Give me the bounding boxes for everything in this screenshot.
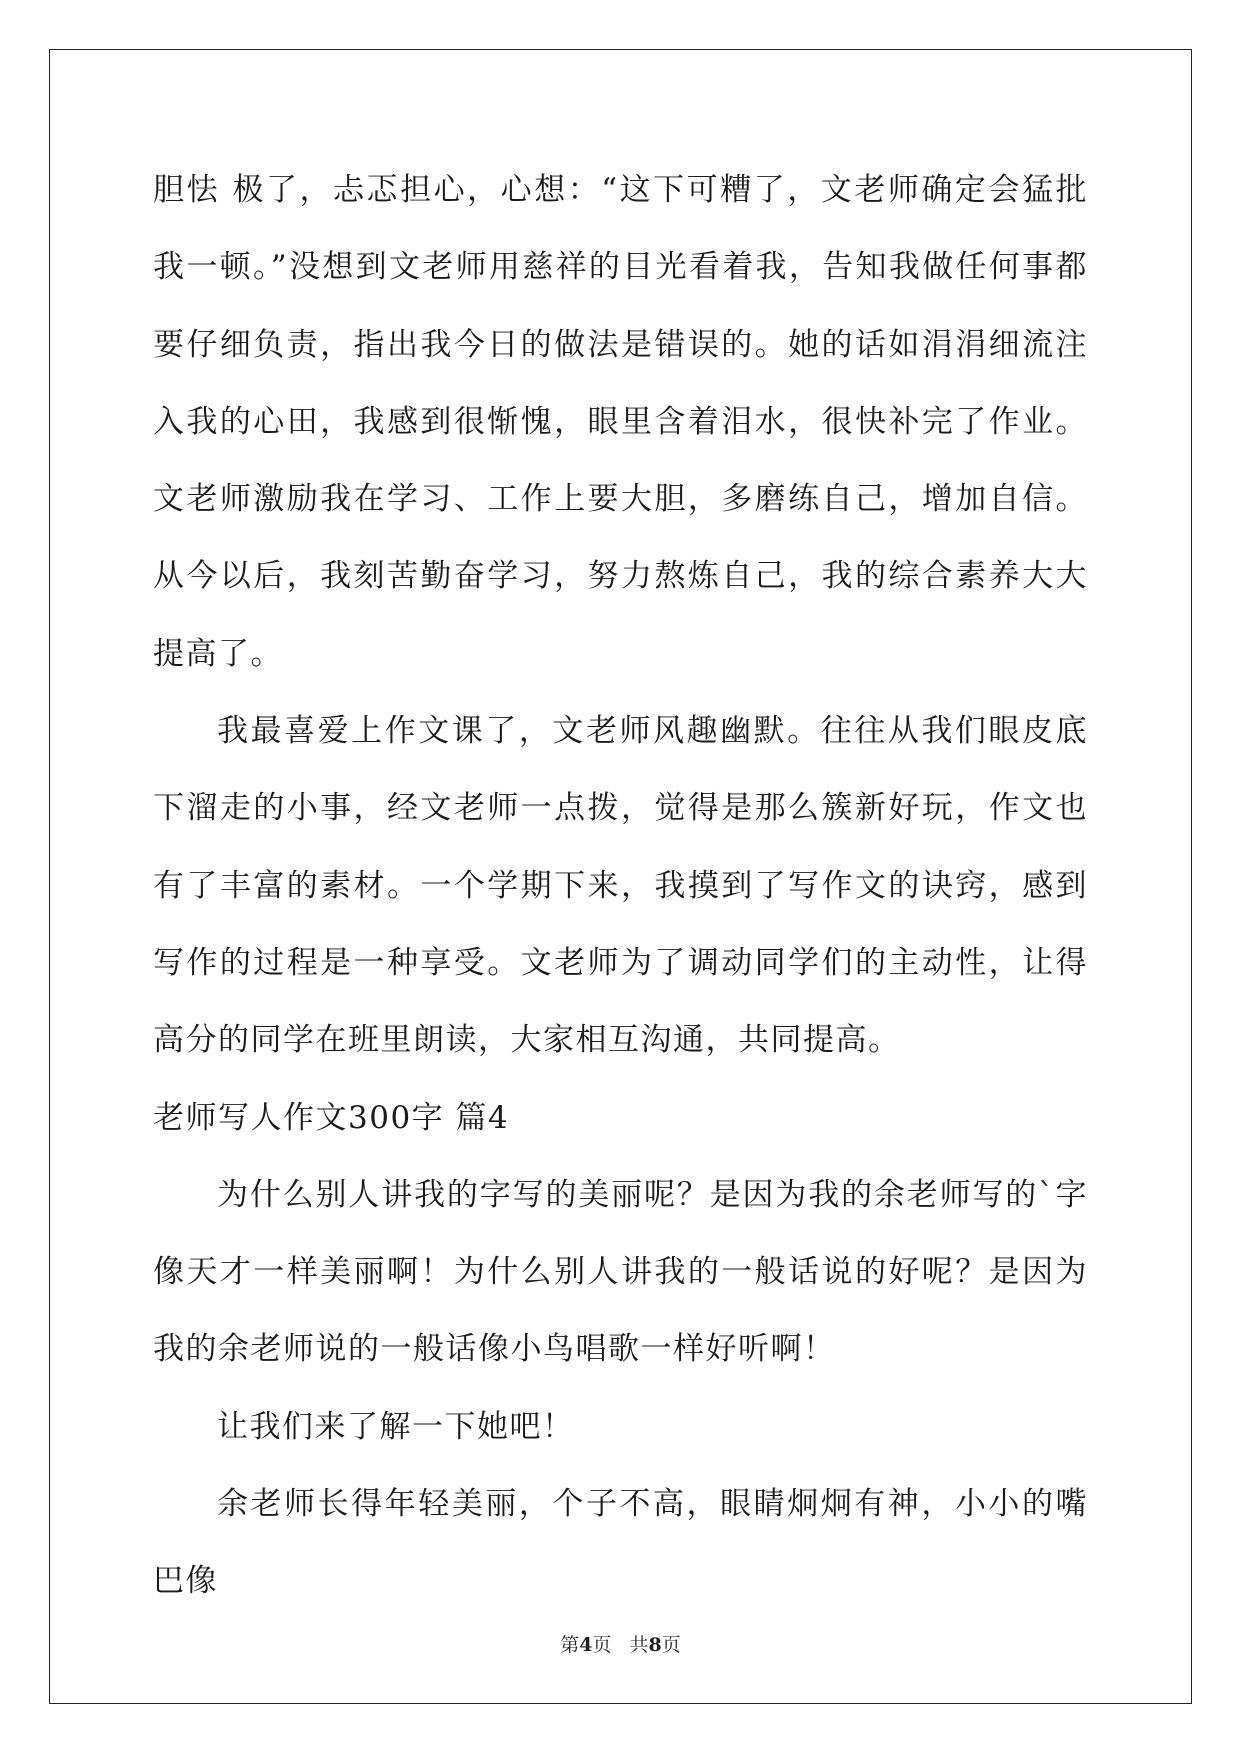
footer-total-prefix: 共 [629, 1634, 649, 1656]
paragraph: 我最喜爱上作文课了，文老师风趣幽默。往往从我们眼皮底下溜走的小事，经文老师一点拨，觉得是那么簇新好玩，作文也有了丰富的素材。一个学期下来，我摸到了写作文的诀窍，感到写作的过程是一种享受。文老师为了调动同学们的主动性，让得高分的同学在班里朗读，大家相互沟通，共同提高。 [153, 713, 1088, 1059]
footer-page-unit: 页 [592, 1634, 612, 1656]
page-footer [0, 1630, 1241, 1657]
section-heading: 老师写人作文300字 篇4 [153, 1099, 510, 1136]
document-body [153, 152, 1088, 1621]
paragraph: 胆怯 极了，忐忑担心，心想：“这下可糟了，文老师确定会猛批我一顿。”没想到文老师用慈祥的目光看着我，告知我做任何事都要仔细负责，指出我今日的做法是错误的。她的话如涓涓细流注入我的心田，我感到很惭愧，眼里含着泪水，很快补完了作业。文老师激励我在学习、工作上要大胆，多磨练自己，增加自信。从今以后，我刻苦勤奋学习，努力熬炼自己，我的综合素养大大提高了。 [153, 172, 1088, 672]
footer-total-pages: 8 [648, 1634, 662, 1656]
paragraph: 为什么别人讲我的字写的美丽呢？是因为我的余老师写的`字像天才一样美丽啊！为什么别人讲我的一般话说的好呢？是因为我的余老师说的一般话像小鸟唱歌一样好听啊！ [153, 1176, 1088, 1368]
footer-prefix: 第 [560, 1634, 580, 1656]
paragraph: 余老师长得年轻美丽，个子不高，眼睛炯炯有神，小小的嘴巴像 [153, 1486, 1088, 1600]
footer-page-number: 4 [579, 1634, 593, 1656]
footer-total-unit: 页 [661, 1634, 681, 1656]
paragraph: 让我们来了解一下她吧！ [217, 1408, 575, 1445]
